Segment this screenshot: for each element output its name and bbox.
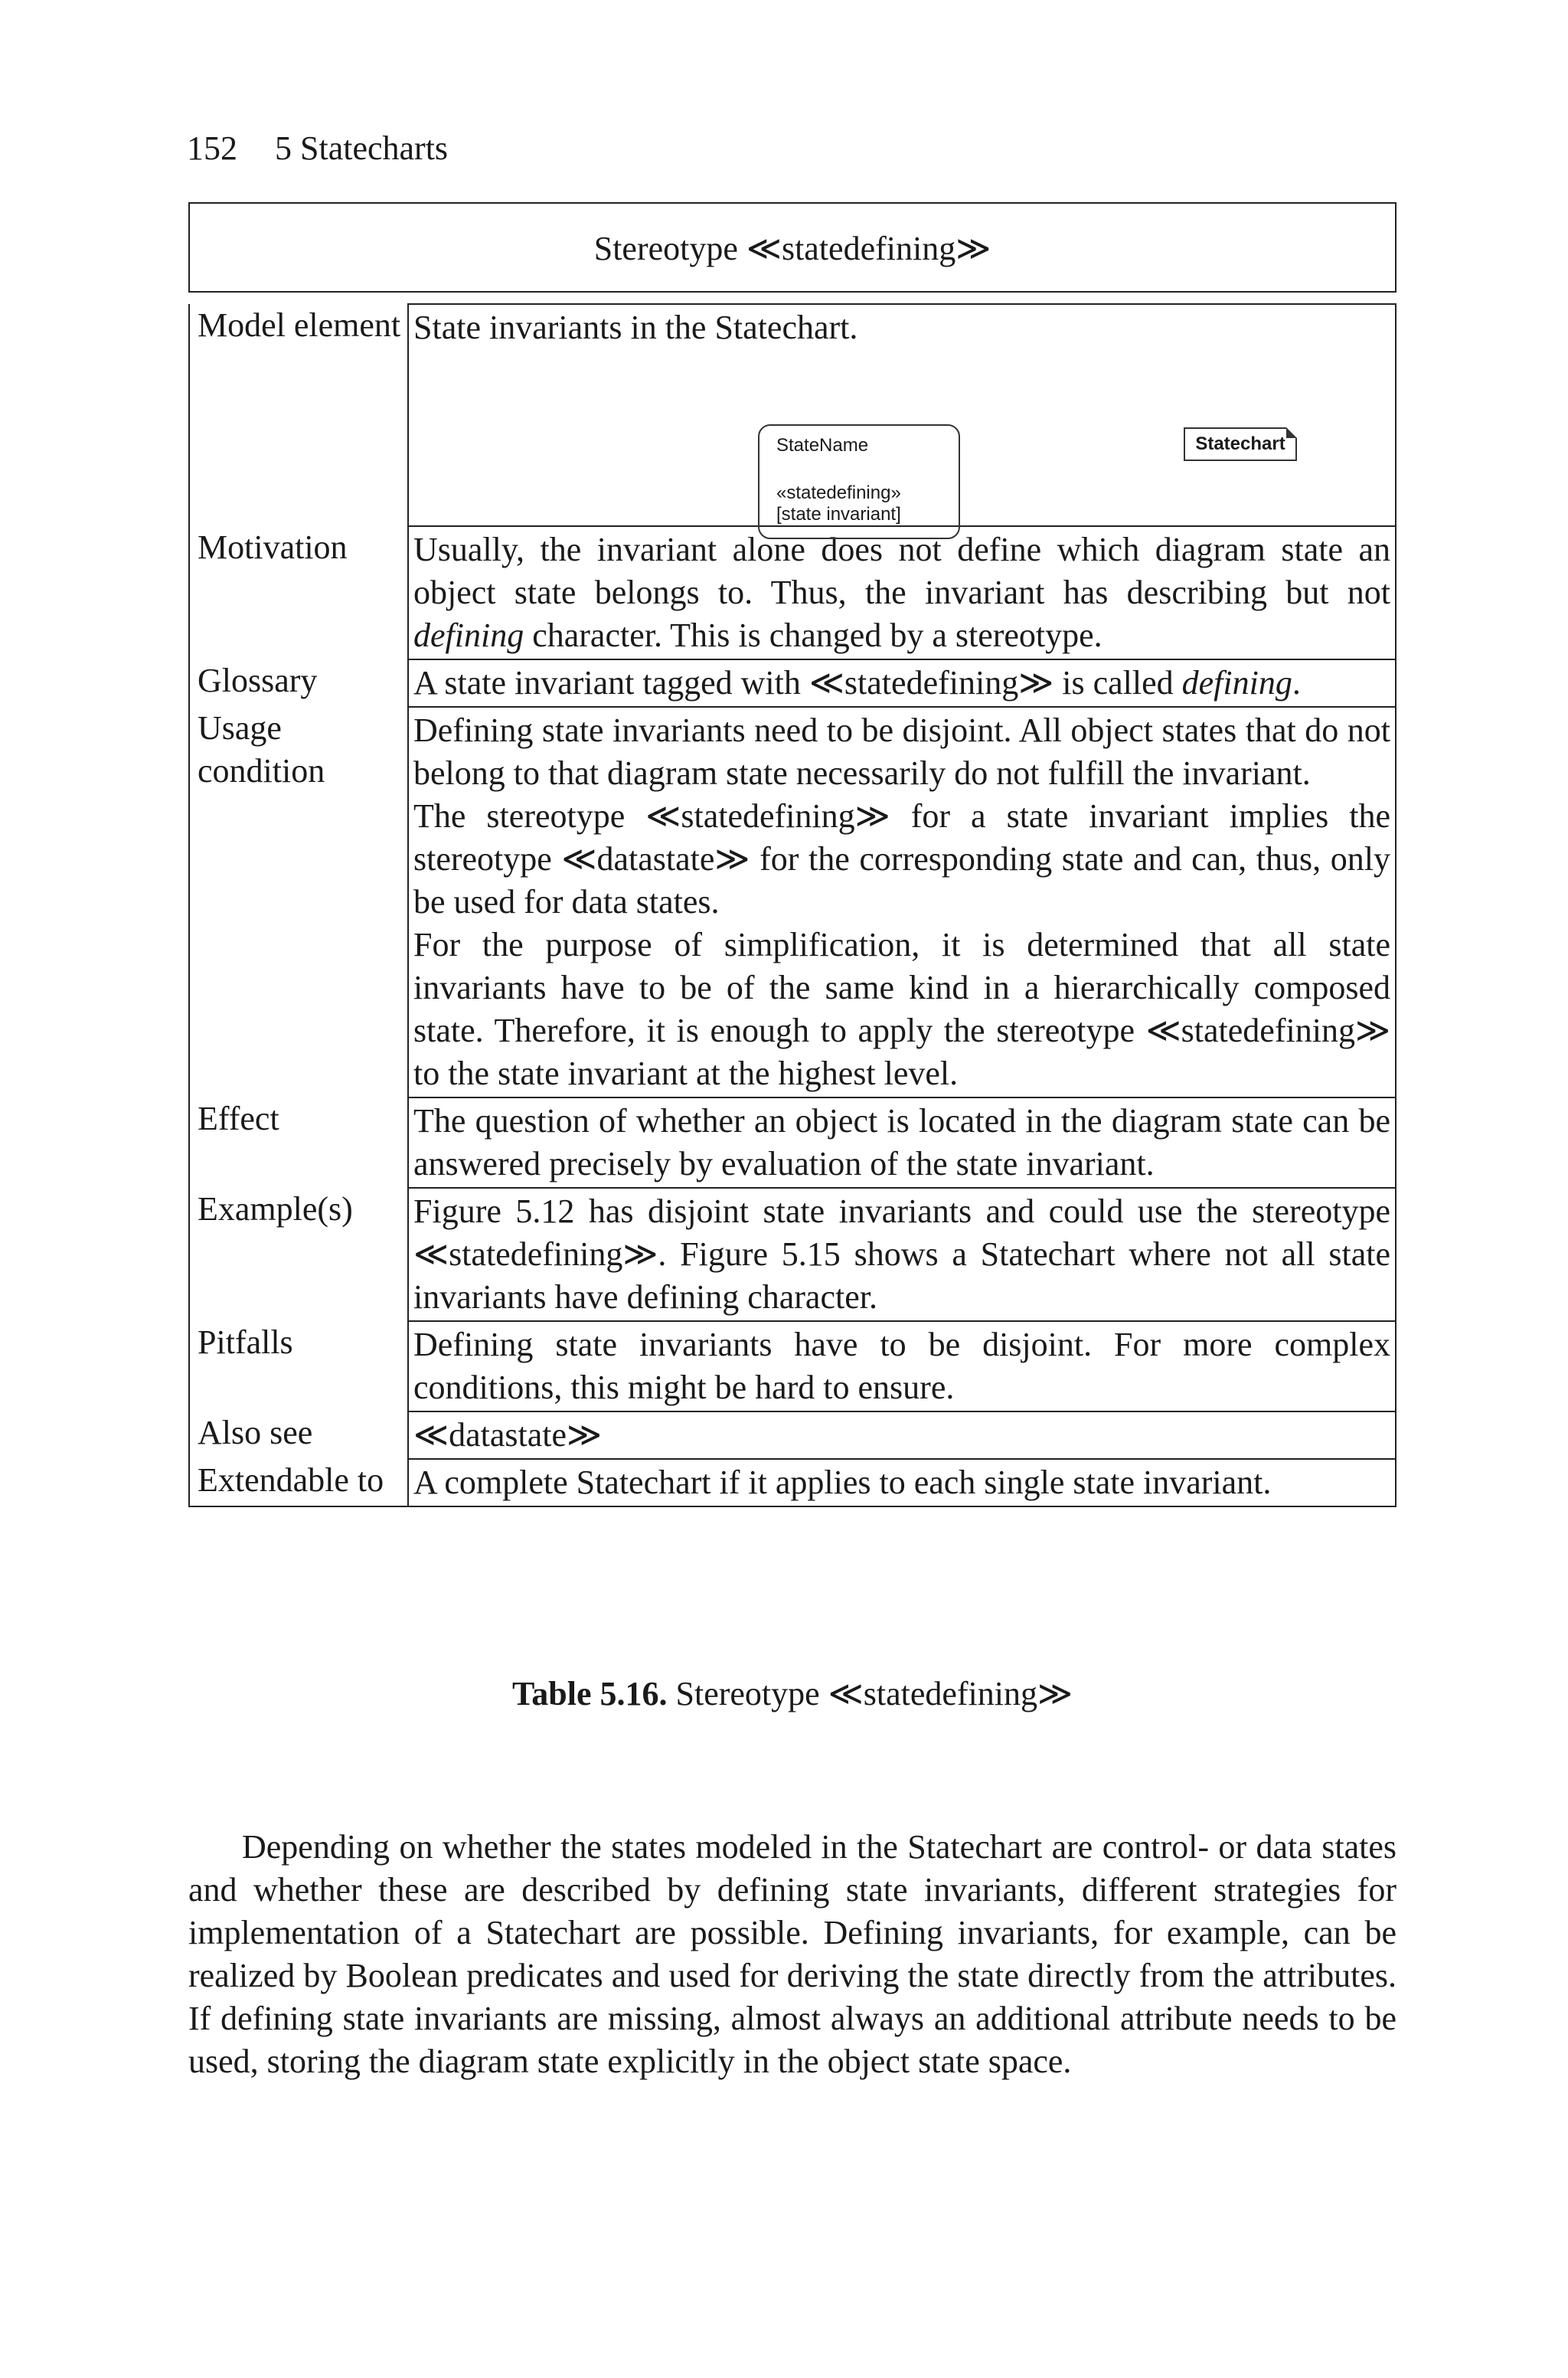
row-label: Glossary — [189, 659, 408, 707]
table-row — [189, 1097, 1396, 1188]
row-text: ≪datastate≫ — [413, 1416, 603, 1454]
row-value — [408, 1188, 1396, 1321]
row-value — [408, 1459, 1396, 1506]
state-name: StateName — [776, 435, 869, 456]
table-row-model-element — [189, 304, 1396, 526]
table-title: Stereotype ≪statedefining≫ — [188, 202, 1396, 293]
row-value — [408, 1321, 1396, 1411]
row-text: A state invariant tagged with ≪statedefining≫ is called — [413, 664, 1182, 702]
row-paragraph: The stereotype ≪statedefining≫ for a state invariant implies the stereotype ≪datastate≫ for the corresponding state and can, thus, only be used for data states. — [413, 797, 1390, 921]
table-row — [189, 1188, 1396, 1321]
page-header — [187, 129, 448, 168]
row-value — [408, 304, 1396, 526]
row-label: Example(s) — [189, 1188, 408, 1321]
row-label: Motivation — [189, 526, 408, 659]
state-diagram — [413, 349, 1390, 524]
state-node — [758, 424, 960, 539]
table-row — [189, 1459, 1396, 1506]
row-text: Defining state invariants have to be disjoint. For more complex conditions, this might be hard to ensure. — [413, 1326, 1390, 1406]
row-text: A complete Statechart if it applies to each single state invariant. — [413, 1464, 1272, 1501]
row-value — [408, 707, 1396, 1097]
row-text: Usually, the invariant alone does not define which diagram state an object state belongs to. Thus, the invariant has describing but not — [413, 531, 1390, 611]
row-label: Pitfalls — [189, 1321, 408, 1411]
row-label: Effect — [189, 1097, 408, 1188]
table-row — [189, 1321, 1396, 1411]
row-value — [408, 659, 1396, 707]
row-label: Model element — [189, 304, 408, 526]
row-label: Extendable to — [189, 1459, 408, 1506]
chapter-title: 5 Statecharts — [275, 129, 449, 167]
model-element-text: State invariants in the Statechart. — [413, 309, 858, 346]
row-text: The question of whether an object is located in the diagram state can be answered precisely by evaluation of the state invariant. — [413, 1102, 1390, 1182]
state-stereotype: «statedefining» — [776, 482, 901, 503]
row-value — [408, 1411, 1396, 1459]
row-text: Figure 5.12 has disjoint state invariants and could use the stereotype ≪statedefining≫. Figure 5.15 shows a Statechart where not all state invariants have defining character. — [413, 1192, 1390, 1316]
body-paragraph: Depending on whether the states modeled in the Statechart are control- or data states and whether these are described by defining state invariants, different strategies for implementation of a Statechart are possible. Defining invariants, for example, can be realized by Boolean predicates and used for deriving the state directly from the attributes. If defining state invariants are missing, almost always an additional attribute needs to be used, storing the diagram state explicitly in the object state space. — [188, 1828, 1396, 2080]
row-label: Usage condition — [189, 707, 408, 1097]
row-text: . — [1292, 664, 1301, 702]
folded-corner-icon — [1286, 427, 1297, 438]
table-row — [189, 707, 1396, 1097]
row-label: Also see — [189, 1411, 408, 1459]
table-row — [189, 659, 1396, 707]
table-caption — [188, 1673, 1396, 1716]
statechart-tag — [1184, 427, 1297, 461]
caption-text: Stereotype ≪statedefining≫ — [675, 1675, 1073, 1712]
statechart-tag-label: Statechart — [1195, 433, 1285, 454]
state-invariant: [state invariant] — [776, 504, 901, 525]
italic-term: defining — [1181, 664, 1292, 702]
table-row — [189, 526, 1396, 659]
caption-number: Table 5.16. — [511, 1675, 668, 1712]
stereotype-table — [188, 303, 1396, 1507]
row-value — [408, 1097, 1396, 1188]
page-number: 152 — [187, 129, 237, 167]
row-text: character. This is changed by a stereotype. — [524, 617, 1102, 654]
italic-term: defining — [413, 617, 524, 654]
row-paragraph: For the purpose of simplification, it is determined that all state invariants have to be of the same kind in a hierarchically composed state. Therefore, it is enough to apply the stereotype ≪statedefining≫ to the state invariant at the highest level. — [413, 926, 1390, 1092]
table-row — [189, 1411, 1396, 1459]
row-value — [408, 526, 1396, 659]
row-paragraph: Defining state invariants need to be disjoint. All object states that do not belong to that diagram state necessarily do not fulfill the invariant. — [413, 711, 1390, 792]
